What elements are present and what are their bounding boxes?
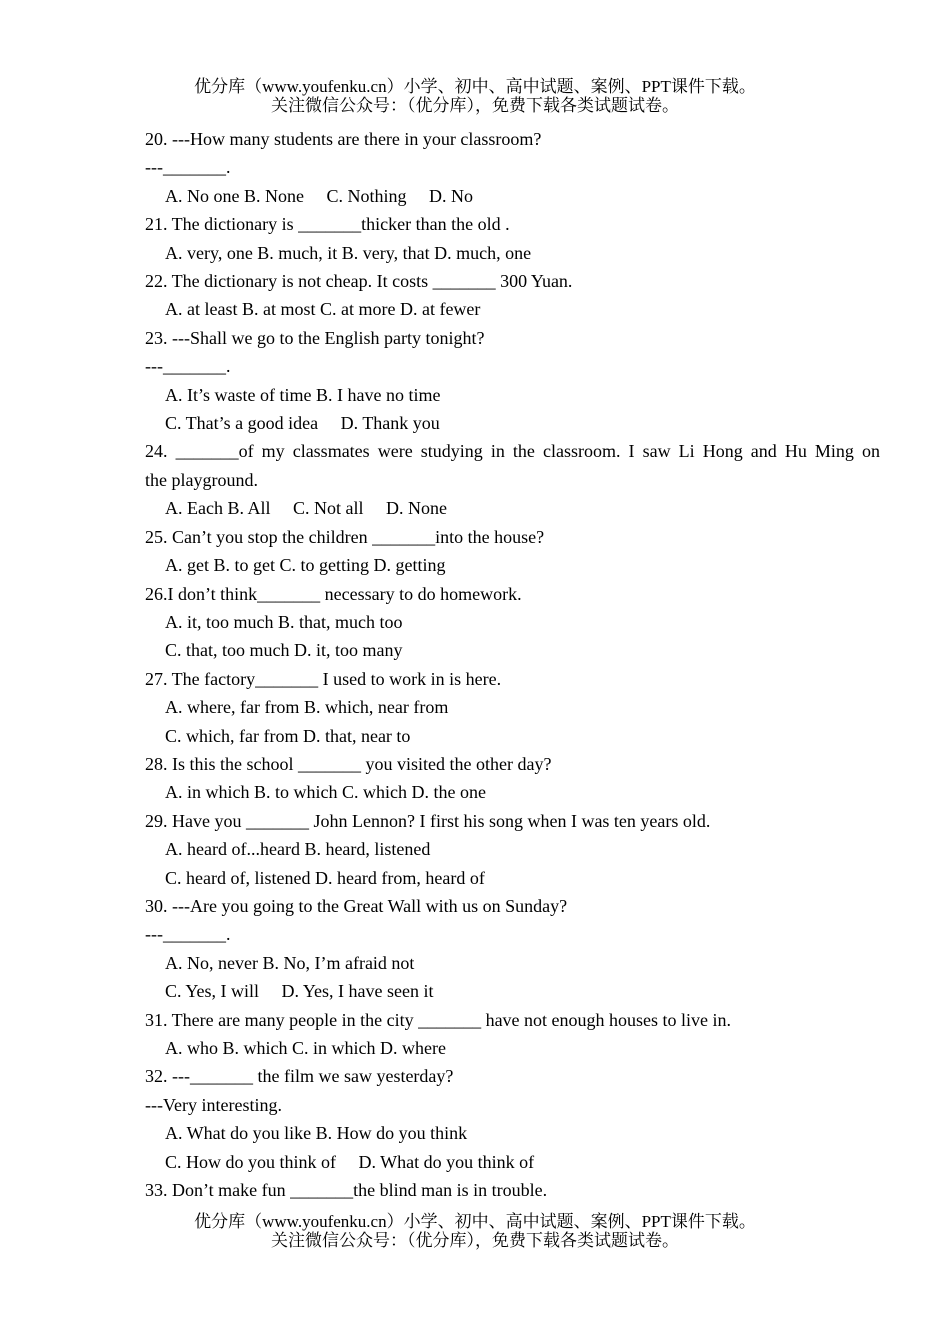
header-line-1: 优分库（www.youfenku.cn）小学、初中、高中试题、案例、PPT课件下载。 — [194, 77, 756, 96]
question-item — [145, 1006, 880, 1063]
answer-options: A. in which B. to which C. which D. the one — [165, 782, 486, 803]
question-stem: ---_______. — [145, 924, 231, 945]
question-item — [145, 807, 880, 892]
question-item — [145, 125, 880, 210]
question-stem: 23. ---Shall we go to the English party tonight? — [145, 327, 485, 348]
answer-options: C. How do you think of D. What do you think of — [165, 1151, 535, 1172]
question-stem: 26.I don’t think_______ necessary to do homework. — [145, 583, 522, 604]
answer-options: A. it, too much B. that, much too — [165, 611, 403, 632]
question-stem: 33. Don’t make fun _______the blind man is in trouble. — [145, 1180, 548, 1201]
question-item — [145, 580, 880, 665]
answer-options: A. get B. to get C. to getting D. getting — [165, 555, 446, 576]
question-stem: the playground. — [145, 469, 258, 490]
header-line-2: 关注微信公众号：（优分库），免费下载各类试题试卷。 — [271, 96, 679, 115]
question-stem: ---Very interesting. — [145, 1094, 282, 1115]
question-stem: 32. ---_______ the film we saw yesterday? — [145, 1066, 454, 1087]
question-item — [145, 324, 880, 438]
question-stem: ---_______. — [145, 157, 231, 178]
answer-options: A. It’s waste of time B. I have no time — [165, 384, 441, 405]
answer-options: A. No, never B. No, I’m afraid not — [165, 952, 415, 973]
question-item — [145, 210, 880, 267]
question-stem: 27. The factory_______ I used to work in is here. — [145, 668, 502, 689]
question-item — [145, 267, 880, 324]
question-stem: 25. Can’t you stop the children _______into the house? — [145, 526, 545, 547]
answer-options: C. Yes, I will D. Yes, I have seen it — [165, 981, 434, 1002]
question-stem: ---_______. — [145, 356, 231, 377]
question-item — [145, 750, 880, 807]
question-item — [145, 523, 880, 580]
question-stem: 31. There are many people in the city _______ have not enough houses to live in. — [145, 1009, 732, 1030]
answer-options: A. very, one B. much, it B. very, that D. much, one — [165, 242, 532, 263]
question-stem: 28. Is this the school _______ you visited the other day? — [145, 753, 552, 774]
question-stem: 20. ---How many students are there in your classroom? — [145, 129, 542, 149]
answer-options: C. which, far from D. that, near to — [165, 725, 411, 746]
answer-options: A. What do you like B. How do you think — [165, 1123, 468, 1144]
answer-options: A. heard of...heard B. heard, listened — [165, 839, 431, 860]
question-stem: 30. ---Are you going to the Great Wall with us on Sunday? — [145, 895, 568, 916]
question-item — [145, 1176, 880, 1204]
footer-line-2: 关注微信公众号：（优分库），免费下载各类试题试卷。 — [271, 1231, 679, 1250]
question-stem: 21. The dictionary is _______thicker than the old . — [145, 214, 510, 235]
question-item — [145, 892, 880, 1006]
question-item — [145, 437, 880, 522]
question-list — [145, 125, 880, 1204]
answer-options: C. that, too much D. it, too many — [165, 640, 403, 661]
answer-options: C. That’s a good idea D. Thank you — [165, 413, 440, 434]
answer-options: A. Each B. All C. Not all D. None — [165, 498, 447, 519]
page-footer — [0, 1212, 950, 1250]
footer-line-1: 优分库（www.youfenku.cn）小学、初中、高中试题、案例、PPT课件下载。 — [194, 1212, 756, 1231]
answer-options: A. who B. which C. in which D. where — [165, 1038, 446, 1058]
question-stem: 29. Have you _______ John Lennon? I first his song when I was ten years old. — [145, 810, 711, 831]
question-item — [145, 665, 880, 750]
page-header — [0, 77, 950, 115]
question-stem: 22. The dictionary is not cheap. It costs _______ 300 Yuan. — [145, 271, 573, 292]
answer-options: A. at least B. at most C. at more D. at fewer — [165, 299, 481, 320]
answer-options: A. where, far from B. which, near from — [165, 697, 449, 718]
answer-options: C. heard of, listened D. heard from, heard of — [165, 867, 485, 888]
question-item — [145, 1062, 880, 1176]
question-stem: 24. _______of my classmates were studying in the classroom. I saw Li Hong and Hu Ming on — [145, 441, 880, 462]
answer-options: A. No one B. None C. Nothing D. No — [165, 185, 473, 206]
